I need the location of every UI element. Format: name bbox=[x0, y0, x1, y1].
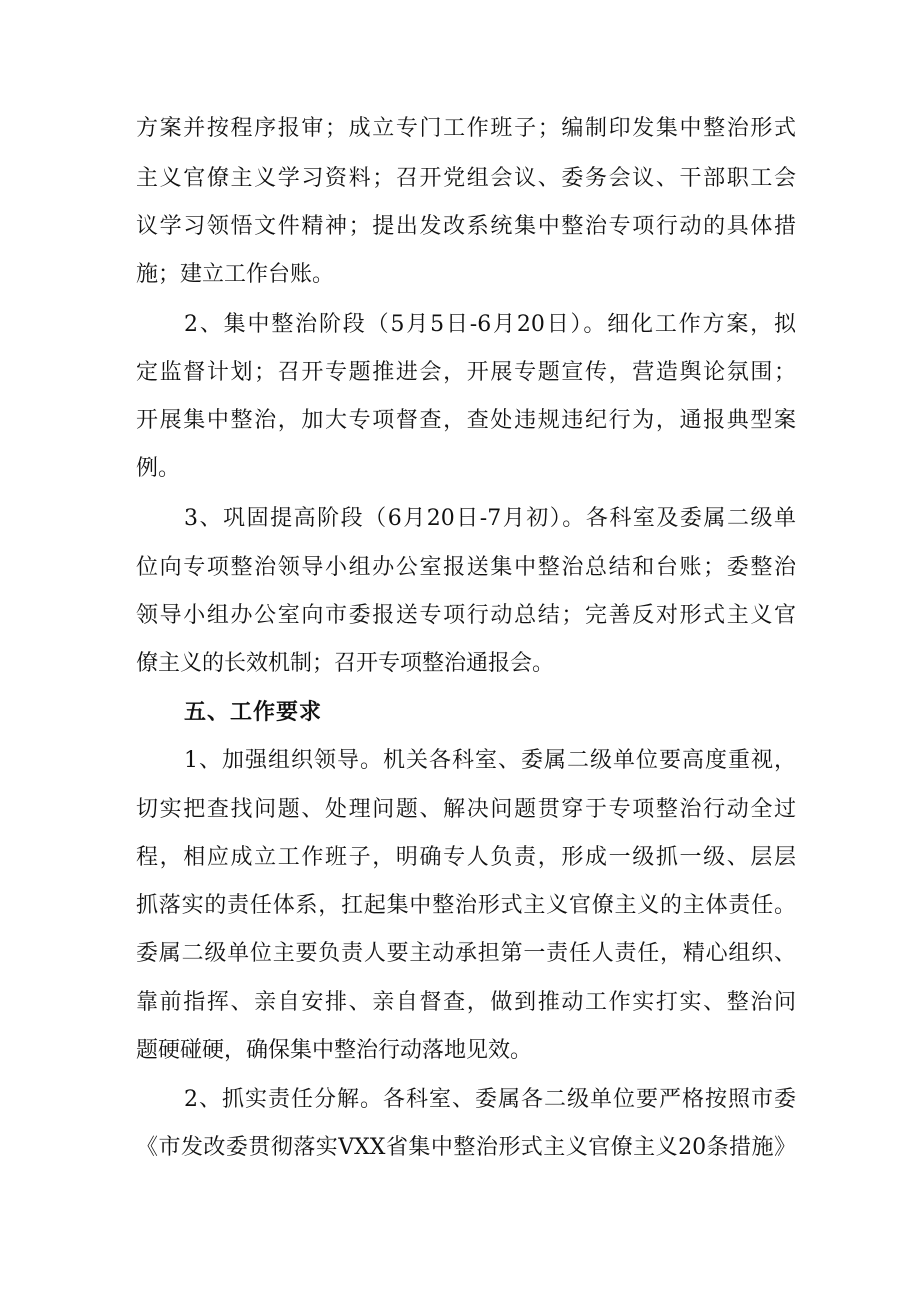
body-text-line: 2、集中整治阶段（5月5日-6月20日）。细化工作方案，拟 bbox=[184, 312, 796, 337]
body-text-line: 《市发改委贯彻落实VXX省集中整治形式主义官僚主义20条措施》 bbox=[136, 1135, 796, 1160]
body-text-line: 2、抓实责任分解。各科室、委属各二级单位要严格按照市委 bbox=[184, 1087, 796, 1112]
body-text-line: 方案并按程序报审；成立专门工作班子；编制印发集中整治形式 bbox=[136, 116, 796, 141]
body-text-line: 1、加强组织领导。机关各科室、委属二级单位要高度重视， bbox=[184, 748, 796, 773]
section-heading: 五、工作要求 bbox=[184, 700, 323, 725]
body-text-line: 主义官僚主义学习资料；召开党组会议、委务会议、干部职工会 bbox=[136, 166, 796, 191]
body-text-line: 定监督计划；召开专题推进会，开展专题宣传，营造舆论氛围； bbox=[136, 360, 796, 385]
body-text-line: 3、巩固提高阶段（6月20日-7月初）。各科室及委属二级单 bbox=[184, 506, 796, 531]
body-text-line: 抓落实的责任体系，扛起集中整治形式主义官僚主义的主体责任。 bbox=[136, 893, 796, 918]
body-text-line: 例。 bbox=[136, 456, 181, 481]
body-text-line: 靠前指挥、亲自安排、亲自督查，做到推动工作实打实、整治问 bbox=[136, 990, 796, 1015]
body-text-line: 题硬碰硬，确保集中整治行动落地见效。 bbox=[136, 1038, 533, 1063]
body-text-line: 领导小组办公室向市委报送专项行动总结；完善反对形式主义官 bbox=[136, 603, 796, 628]
body-text-line: 程，相应成立工作班子，明确专人负责，形成一级抓一级、层层 bbox=[136, 845, 796, 870]
body-text-line: 议学习领悟文件精神；提出发改系统集中整治专项行动的具体措 bbox=[136, 214, 796, 239]
body-text-line: 施；建立工作台账。 bbox=[136, 262, 335, 287]
body-text-line: 位向专项整治领导小组办公室报送集中整治总结和台账；委整治 bbox=[136, 555, 796, 580]
body-text-line: 僚主义的长效机制；召开专项整治通报会。 bbox=[136, 651, 555, 676]
body-text-line: 切实把查找问题、处理问题、解决问题贯穿于专项整治行动全过 bbox=[136, 797, 796, 822]
body-text-line: 委属二级单位主要负责人要主动承担第一责任人责任，精心组织、 bbox=[136, 941, 796, 966]
body-text-line: 开展集中整治，加大专项督查，查处违规违纪行为，通报典型案 bbox=[136, 408, 796, 433]
